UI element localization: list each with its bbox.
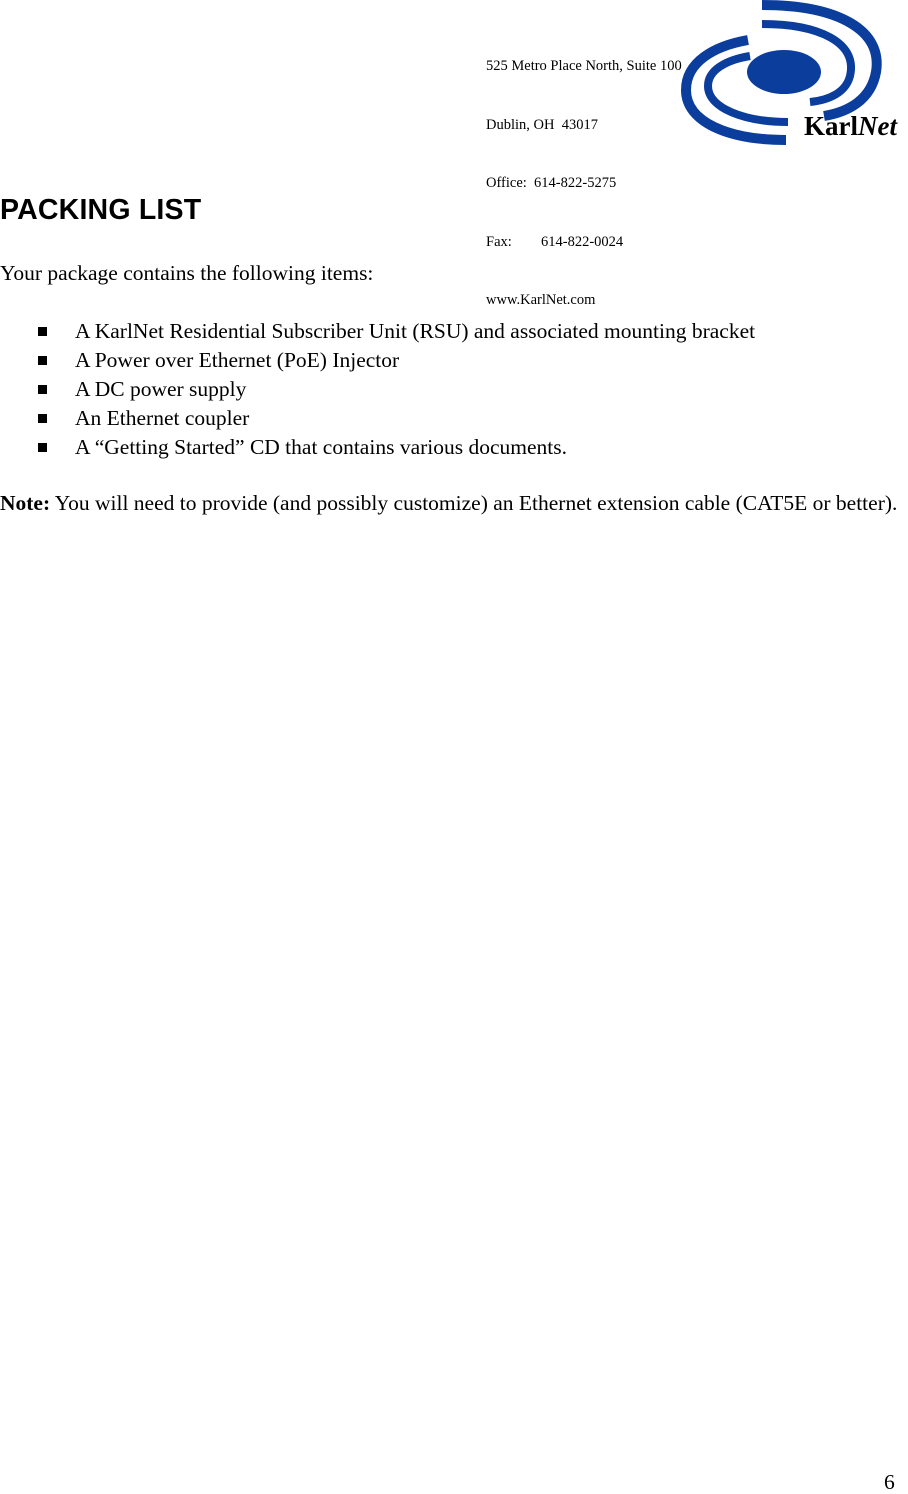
square-bullet-icon: [38, 414, 47, 423]
address-line-street: 525 Metro Place North, Suite 100: [486, 58, 682, 74]
logo-wordmark-regular: Karl: [804, 111, 858, 141]
company-website: www.KarlNet.com: [486, 292, 596, 308]
fax-label: Fax:: [486, 233, 512, 250]
list-item-text: A Power over Ethernet (PoE) Injector: [75, 348, 400, 372]
section-title: PACKING LIST: [0, 194, 202, 226]
logo-wordmark-italic: Net: [858, 111, 897, 141]
karlnet-logo: [678, 0, 908, 148]
fax-number: 614-822-0024: [541, 233, 624, 250]
note-text: You will need to provide (and possibly customize) an Ethernet extension cable (CAT5E or better).: [50, 491, 898, 515]
square-bullet-icon: [38, 385, 47, 394]
logo-wordmark: [804, 110, 897, 142]
address-line-city: Dublin, OH 43017: [486, 116, 598, 133]
intro-text: Your package contains the following items:: [0, 261, 374, 285]
list-item-text: A KarlNet Residential Subscriber Unit (RSU) and associated mounting bracket: [75, 319, 756, 343]
company-address: [486, 18, 682, 330]
note-paragraph: [0, 489, 900, 518]
square-bullet-icon: [38, 356, 47, 365]
square-bullet-icon: [38, 443, 47, 452]
address-line-fax: [486, 233, 682, 253]
page-number: 6: [884, 1470, 895, 1494]
list-item-text: A “Getting Started” CD that contains various documents.: [75, 435, 568, 459]
list-item-text: An Ethernet coupler: [75, 406, 250, 430]
address-line-office-phone: Office: 614-822-5275: [486, 175, 617, 191]
list-item-text: A DC power supply: [75, 377, 247, 401]
square-bullet-icon: [38, 327, 47, 336]
note-label: Note:: [0, 491, 51, 515]
